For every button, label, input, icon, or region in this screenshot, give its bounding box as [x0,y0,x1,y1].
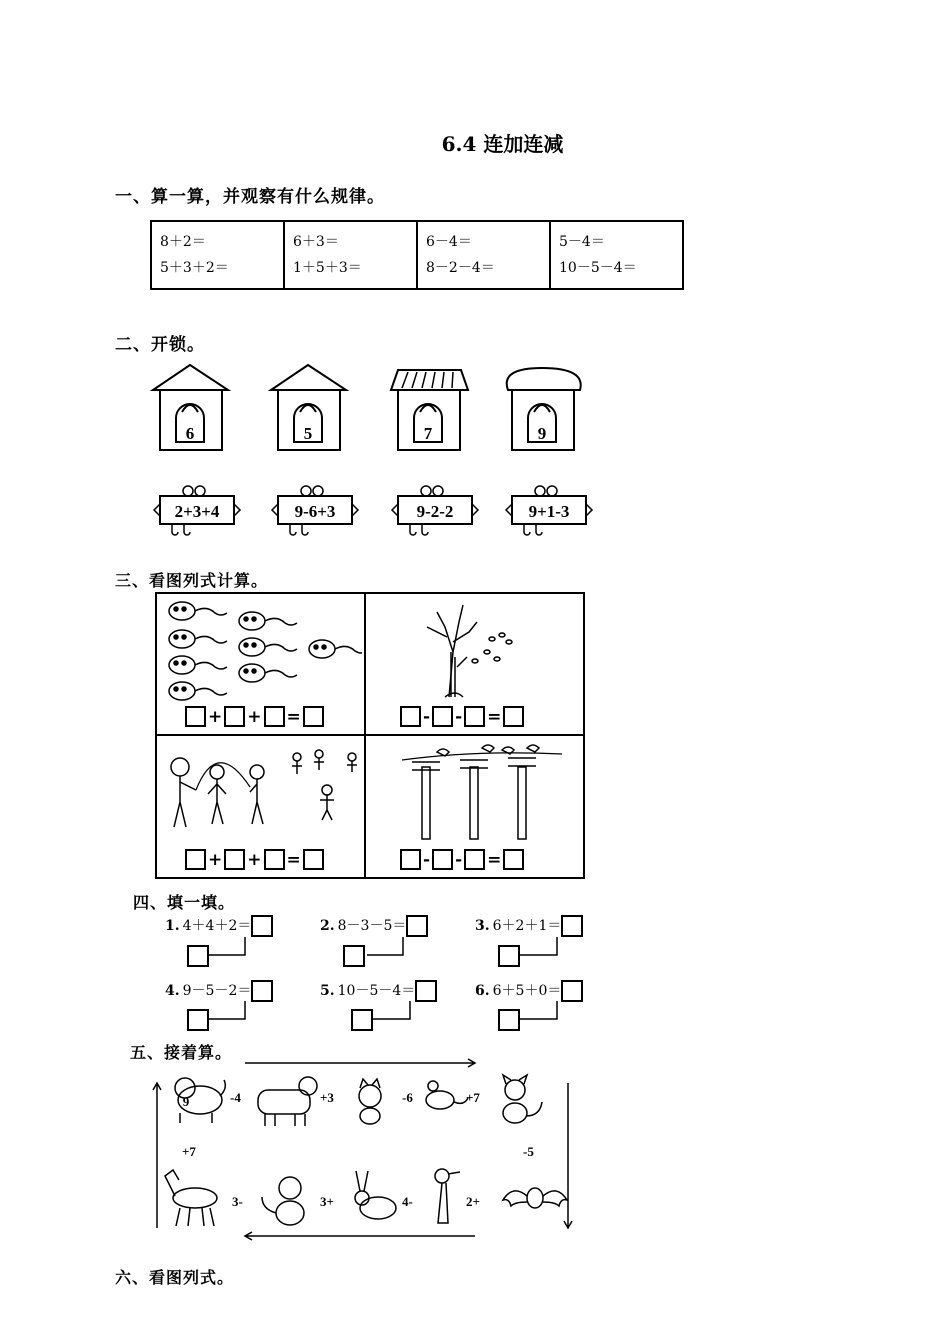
section-2-heading: 二、开锁。 [115,335,205,355]
section-4-heading: 四、填一填。 [133,893,236,912]
answer-box[interactable] [464,706,485,727]
op-label: 2+ [466,1194,480,1209]
section-3-heading: 三、看图列式计算。 [115,571,269,590]
animal-chain [150,1058,580,1243]
houses-row [148,360,598,460]
equation-row-1: + + = [185,706,324,727]
fox-icon [503,1075,542,1123]
tadpoles-illustration [162,599,362,704]
children-illustration [162,742,362,837]
mouse-icon [426,1081,468,1109]
op-label: -6 [402,1090,413,1105]
fill-item-2: 2. 8－3－5＝ [320,915,428,937]
cat-icon [359,1079,381,1124]
calc-cell: 5－4＝ 10－5－4＝ [550,221,683,289]
answer-box[interactable] [185,849,206,870]
answer-box[interactable] [303,706,324,727]
op-label: 4- [402,1194,413,1209]
answer-box[interactable] [503,849,524,870]
house-number: 5 [303,424,313,443]
arrow-right-icon [245,1059,475,1067]
op-label: +7 [182,1144,196,1159]
op-label: +3 [320,1090,334,1105]
op-label: 3- [232,1194,243,1209]
keys-row [150,482,600,542]
op-label: +7 [466,1090,480,1105]
key-expression: 2+3+4 [174,502,220,521]
answer-box[interactable] [432,849,453,870]
start-number: 9 [182,1094,190,1109]
fill-item-4: 4. 9－5－2＝ [165,980,273,1002]
key-4 [506,486,592,535]
answer-box[interactable] [303,849,324,870]
answer-box[interactable] [503,706,524,727]
intermediate-box[interactable] [498,1009,520,1031]
picture-grid [155,592,585,879]
answer-box[interactable] [464,849,485,870]
intermediate-connectors [185,935,605,1035]
fill-item-1: 1. 4＋4＋2＝ [165,915,273,937]
cow-icon [258,1077,317,1126]
arrow-up-icon [153,1083,161,1228]
rabbit-icon [355,1171,396,1219]
key-1 [154,486,240,535]
equation-row-4: - - = [400,849,524,870]
section-5-heading: 五、接着算。 [130,1043,233,1062]
intermediate-box[interactable] [187,945,209,967]
intermediate-box[interactable] [343,945,365,967]
answer-box[interactable] [251,915,273,937]
answer-box[interactable] [264,849,285,870]
answer-box[interactable] [432,706,453,727]
op-label: -5 [523,1144,534,1159]
key-expression: 9-2-2 [416,502,454,521]
arrow-down-icon [564,1083,572,1228]
house-1 [153,365,228,450]
bat-icon [503,1188,567,1208]
fill-item-5: 5. 10－5－4＝ [320,980,437,1002]
horse-icon [165,1170,217,1226]
fill-item-6: 6. 6＋5＋0＝ [475,980,583,1002]
section-6-heading: 六、看图列式。 [115,1268,235,1287]
section-1-heading: 一、算一算，并观察有什么规律。 [115,187,385,207]
key-expression: 9-6+3 [294,502,336,521]
answer-box[interactable] [561,915,583,937]
calc-table [150,220,684,290]
birds-illustration [402,742,572,842]
house-3 [391,370,468,450]
fill-item-3: 3. 6＋2＋1＝ [475,915,583,937]
answer-box[interactable] [185,706,206,727]
answer-box[interactable] [224,849,245,870]
calc-cell: 6－4＝ 8－2－4＝ [417,221,550,289]
key-2 [272,486,358,535]
key-expression: 9+1-3 [528,502,570,521]
tree-illustration [397,597,557,702]
intermediate-box[interactable] [187,1009,209,1031]
house-2 [271,365,346,450]
calc-cell: 8＋2＝ 5＋3＋2＝ [151,221,284,289]
page-title: 6.4 连加连减 [441,132,564,156]
monkey-icon [262,1177,304,1225]
op-label: -4 [230,1090,241,1105]
intermediate-box[interactable] [498,945,520,967]
key-3 [392,486,478,535]
op-label: 3+ [320,1194,334,1209]
answer-box[interactable] [224,706,245,727]
calc-cell: 6＋3＝ 1＋5＋3＝ [284,221,417,289]
answer-box[interactable] [264,706,285,727]
house-4 [507,368,581,450]
answer-box[interactable] [400,706,421,727]
arrow-left-icon [245,1232,475,1240]
house-number: 6 [185,424,195,443]
answer-box[interactable] [406,915,428,937]
equation-row-3: + + = [185,849,324,870]
answer-box[interactable] [400,849,421,870]
equation-row-2: - - = [400,706,524,727]
house-number: 9 [537,424,547,443]
woodpecker-icon [435,1169,460,1223]
house-number: 7 [423,424,433,443]
intermediate-box[interactable] [351,1009,373,1031]
